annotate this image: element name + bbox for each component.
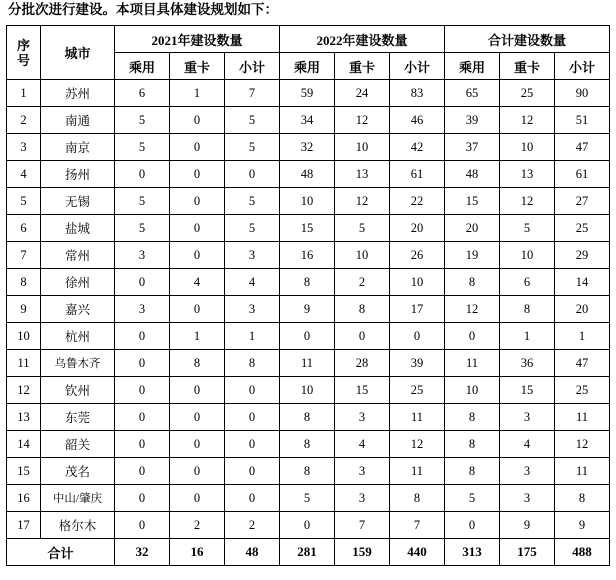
cell-seq: 4 [7,161,41,188]
cell-value: 0 [170,377,225,404]
cell-city: 中山/肇庆 [41,485,115,512]
subheader-total-truck: 重卡 [500,53,555,80]
cell-value: 65 [445,80,500,107]
cell-value: 0 [170,485,225,512]
cell-value: 8 [445,269,500,296]
cell-value: 4 [500,431,555,458]
cell-value: 4 [335,431,390,458]
cell-value: 59 [280,80,335,107]
cell-value: 12 [445,296,500,323]
cell-value: 3 [115,296,170,323]
cell-value: 0 [280,323,335,350]
cell-value: 0 [170,458,225,485]
cell-value: 8 [445,404,500,431]
cell-value: 2 [225,512,280,539]
cell-value: 0 [170,242,225,269]
cell-value: 12 [555,431,610,458]
subheader-2021-passenger: 乘用 [115,53,170,80]
table-row [7,80,610,107]
cell-value: 3 [335,404,390,431]
cell-value: 0 [445,323,500,350]
cell-value: 8 [225,350,280,377]
cell-value: 15 [500,377,555,404]
cell-value: 5 [445,485,500,512]
cell-value: 0 [115,485,170,512]
subheader-2022-truck: 重卡 [335,53,390,80]
cell-value: 3 [225,242,280,269]
table-row [7,296,610,323]
cell-value: 25 [390,377,445,404]
cell-value: 3 [335,458,390,485]
cell-value: 8 [280,458,335,485]
cell-seq: 3 [7,134,41,161]
cell-value: 10 [390,269,445,296]
cell-value: 11 [445,350,500,377]
table-row [7,485,610,512]
cell-value: 11 [280,350,335,377]
cell-value: 25 [555,377,610,404]
table-row [7,188,610,215]
cell-value: 5 [500,215,555,242]
subheader-2021-truck: 重卡 [170,53,225,80]
cell-seq: 9 [7,296,41,323]
total-value: 48 [225,539,280,566]
cell-value: 16 [280,242,335,269]
cell-value: 8 [500,296,555,323]
cell-value: 12 [335,188,390,215]
cell-value: 1 [225,323,280,350]
cell-value: 37 [445,134,500,161]
cell-value: 27 [555,188,610,215]
cell-value: 12 [335,107,390,134]
cell-value: 0 [115,512,170,539]
cell-value: 13 [500,161,555,188]
cell-city: 扬州 [41,161,115,188]
column-header-city: 城市 [41,26,115,80]
cell-seq: 5 [7,188,41,215]
subheader-total-subtotal: 小计 [555,53,610,80]
cell-value: 0 [115,350,170,377]
cell-seq: 16 [7,485,41,512]
cell-value: 36 [500,350,555,377]
table-row [7,134,610,161]
table-body [7,80,610,566]
table-row [7,512,610,539]
cell-value: 20 [445,215,500,242]
cell-city: 钦州 [41,377,115,404]
subheader-2022-subtotal: 小计 [390,53,445,80]
cell-value: 20 [555,296,610,323]
cell-value: 47 [555,134,610,161]
total-value: 175 [500,539,555,566]
cell-value: 8 [390,485,445,512]
group-header-total: 合计建设数量 [445,26,610,53]
cell-value: 90 [555,80,610,107]
cell-value: 4 [225,269,280,296]
cell-value: 47 [555,350,610,377]
cell-value: 0 [445,512,500,539]
cell-value: 14 [555,269,610,296]
cell-value: 10 [335,242,390,269]
cell-value: 46 [390,107,445,134]
cell-value: 8 [335,296,390,323]
cell-city: 南京 [41,134,115,161]
total-value: 159 [335,539,390,566]
cell-value: 0 [170,296,225,323]
cell-value: 0 [115,431,170,458]
cell-value: 0 [170,188,225,215]
cell-value: 4 [170,269,225,296]
cell-city: 乌鲁木齐 [41,350,115,377]
cell-value: 10 [280,188,335,215]
subheader-total-passenger: 乘用 [445,53,500,80]
cell-city: 无锡 [41,188,115,215]
cell-value: 15 [445,188,500,215]
cell-value: 11 [390,404,445,431]
construction-plan-table [6,25,610,566]
table-row [7,458,610,485]
column-header-seq-line2: 号 [16,52,30,68]
table-row [7,215,610,242]
cell-value: 5 [115,188,170,215]
column-header-seq-line1: 序 [16,37,30,53]
table-row [7,350,610,377]
cell-value: 15 [335,377,390,404]
cell-value: 3 [500,404,555,431]
cell-value: 5 [225,107,280,134]
cell-value: 3 [225,296,280,323]
cell-value: 7 [335,512,390,539]
cell-value: 0 [115,323,170,350]
cell-value: 1 [500,323,555,350]
cell-value: 6 [500,269,555,296]
cell-value: 0 [225,404,280,431]
cell-value: 0 [280,512,335,539]
cell-value: 5 [280,485,335,512]
total-value: 32 [115,539,170,566]
cell-value: 0 [115,404,170,431]
cell-value: 32 [280,134,335,161]
cell-city: 盐城 [41,215,115,242]
cell-value: 9 [555,512,610,539]
cell-value: 8 [170,350,225,377]
cell-value: 25 [555,215,610,242]
total-label: 合计 [7,539,115,566]
total-value: 281 [280,539,335,566]
cell-value: 15 [280,215,335,242]
cell-value: 25 [500,80,555,107]
cell-value: 11 [555,404,610,431]
cell-value: 0 [170,404,225,431]
cell-city: 苏州 [41,80,115,107]
cell-value: 20 [390,215,445,242]
cell-value: 5 [115,107,170,134]
cell-value: 0 [225,431,280,458]
cell-seq: 1 [7,80,41,107]
cell-seq: 7 [7,242,41,269]
cell-value: 22 [390,188,445,215]
cell-value: 8 [280,431,335,458]
cell-value: 8 [445,431,500,458]
cell-value: 0 [170,215,225,242]
table-row [7,323,610,350]
cell-value: 1 [170,323,225,350]
cell-seq: 17 [7,512,41,539]
cell-value: 5 [115,215,170,242]
cell-value: 39 [445,107,500,134]
table-row [7,431,610,458]
intro-paragraph: 分批次进行建设。本项目具体建设规划如下： [8,2,278,17]
table-row [7,242,610,269]
cell-city: 杭州 [41,323,115,350]
cell-value: 0 [225,377,280,404]
cell-value: 34 [280,107,335,134]
cell-value: 0 [115,269,170,296]
cell-value: 5 [115,134,170,161]
cell-value: 0 [225,458,280,485]
cell-city: 徐州 [41,269,115,296]
cell-value: 1 [555,323,610,350]
cell-value: 42 [390,134,445,161]
group-header-2022: 2022年建设数量 [280,26,445,53]
cell-value: 12 [500,188,555,215]
cell-value: 10 [500,242,555,269]
cell-value: 11 [390,458,445,485]
cell-value: 83 [390,80,445,107]
cell-value: 10 [280,377,335,404]
cell-seq: 14 [7,431,41,458]
cell-value: 48 [280,161,335,188]
cell-value: 12 [500,107,555,134]
cell-value: 26 [390,242,445,269]
cell-value: 8 [280,404,335,431]
cell-value: 0 [390,323,445,350]
cell-value: 0 [115,161,170,188]
cell-value: 9 [500,512,555,539]
cell-value: 0 [335,323,390,350]
cell-value: 3 [115,242,170,269]
cell-city: 嘉兴 [41,296,115,323]
cell-city: 东莞 [41,404,115,431]
cell-value: 29 [555,242,610,269]
cell-seq: 12 [7,377,41,404]
cell-value: 19 [445,242,500,269]
subheader-2022-passenger: 乘用 [280,53,335,80]
cell-value: 8 [445,458,500,485]
cell-city: 南通 [41,107,115,134]
table-header-row-groups [7,26,610,53]
cell-value: 1 [170,80,225,107]
cell-seq: 6 [7,215,41,242]
cell-value: 5 [225,215,280,242]
cell-value: 3 [500,458,555,485]
table-total-row [7,539,610,566]
cell-value: 0 [225,485,280,512]
cell-value: 51 [555,107,610,134]
cell-value: 61 [390,161,445,188]
cell-value: 61 [555,161,610,188]
table-row [7,404,610,431]
cell-value: 17 [390,296,445,323]
table-header [7,26,610,80]
total-value: 488 [555,539,610,566]
cell-value: 0 [115,377,170,404]
cell-value: 10 [445,377,500,404]
cell-value: 0 [170,134,225,161]
cell-value: 9 [280,296,335,323]
cell-value: 12 [390,431,445,458]
cell-value: 39 [390,350,445,377]
cell-value: 10 [335,134,390,161]
cell-seq: 15 [7,458,41,485]
group-header-2021: 2021年建设数量 [115,26,280,53]
cell-city: 茂名 [41,458,115,485]
table-row [7,161,610,188]
cell-value: 3 [500,485,555,512]
cell-value: 5 [335,215,390,242]
cell-value: 8 [555,485,610,512]
cell-value: 48 [445,161,500,188]
cell-seq: 10 [7,323,41,350]
cell-value: 24 [335,80,390,107]
cell-seq: 2 [7,107,41,134]
cell-value: 0 [170,431,225,458]
table-row [7,107,610,134]
total-value: 16 [170,539,225,566]
cell-value: 8 [280,269,335,296]
cell-value: 5 [225,134,280,161]
cell-value: 0 [170,161,225,188]
cell-value: 0 [170,107,225,134]
total-value: 440 [390,539,445,566]
cell-city: 格尔木 [41,512,115,539]
cell-value: 2 [335,269,390,296]
cell-value: 10 [500,134,555,161]
cell-value: 6 [115,80,170,107]
cell-value: 13 [335,161,390,188]
cell-city: 韶关 [41,431,115,458]
cell-value: 3 [335,485,390,512]
cell-value: 7 [390,512,445,539]
column-header-seq [7,26,41,80]
cell-seq: 8 [7,269,41,296]
cell-value: 11 [555,458,610,485]
cell-value: 0 [225,161,280,188]
cell-value: 7 [225,80,280,107]
subheader-2021-subtotal: 小计 [225,53,280,80]
cell-value: 0 [115,458,170,485]
table-row [7,269,610,296]
cell-value: 5 [225,188,280,215]
table-row [7,377,610,404]
cell-city: 常州 [41,242,115,269]
cell-value: 28 [335,350,390,377]
cell-value: 2 [170,512,225,539]
total-value: 313 [445,539,500,566]
cell-seq: 11 [7,350,41,377]
cell-seq: 13 [7,404,41,431]
